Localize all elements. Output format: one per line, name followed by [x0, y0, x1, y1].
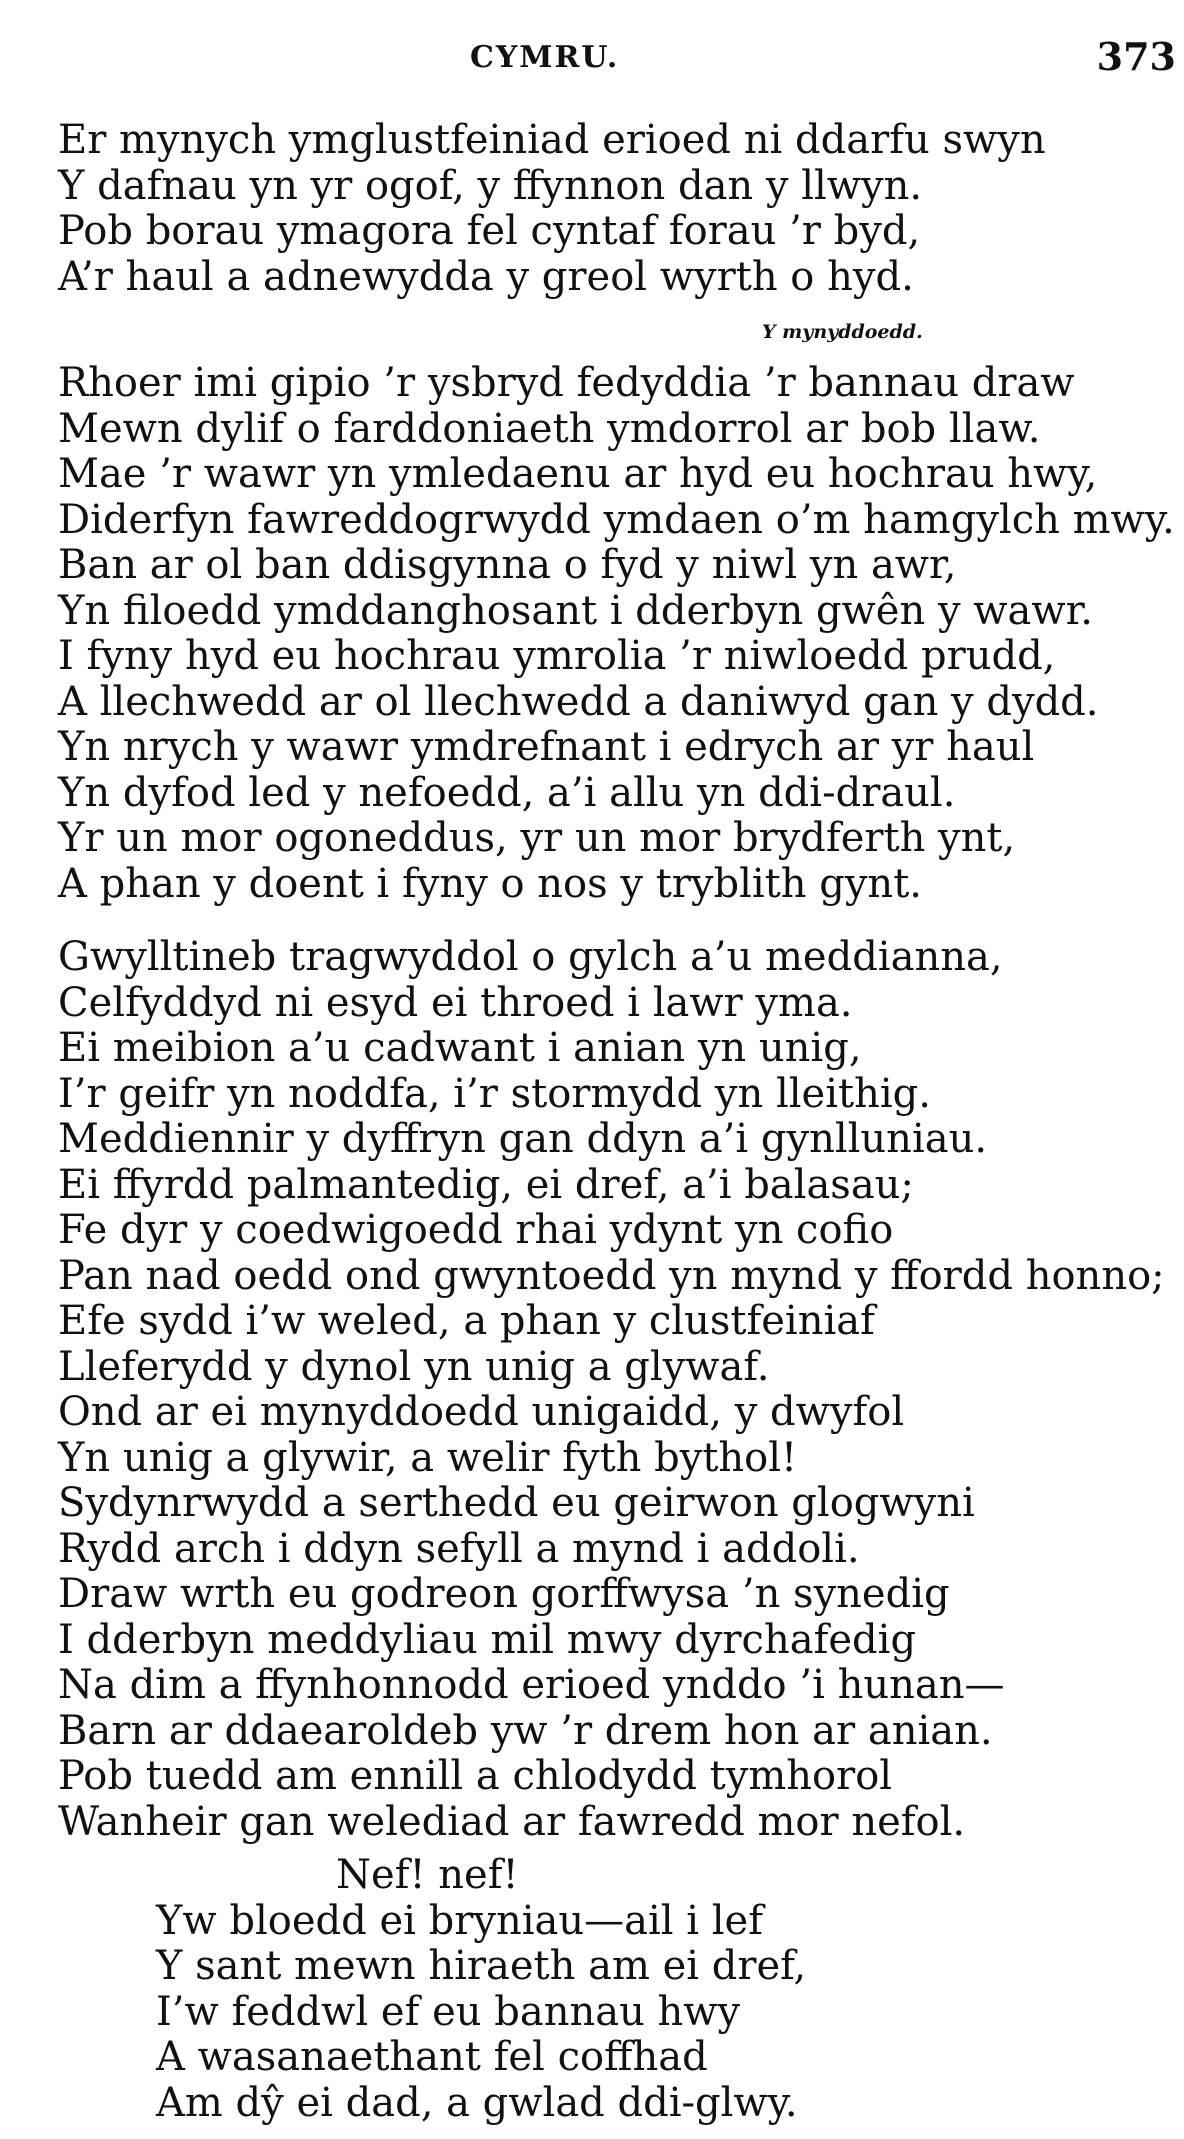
poem-stanza-1 — [58, 118, 1046, 300]
poem-line: Meddiennir y dyffryn gan ddyn a’i gynlluniau. — [58, 1116, 988, 1162]
poem-line: Er mynych ymglustfeiniad erioed ni ddarfu swyn — [58, 117, 1046, 163]
poem-line: A wasanaethant fel coffhad — [156, 2034, 708, 2080]
poem-line: Ond ar ei mynyddoedd unigaidd, y dwyfol — [58, 1389, 905, 1435]
poem-line: Fe dyr y coedwigoedd rhai ydynt yn cofio — [58, 1207, 894, 1253]
poem-line: Wanheir gan welediad ar fawredd mor nefol. — [58, 1798, 966, 1845]
poem-line: Rydd arch i ddyn sefyll a mynd i addoli. — [58, 1525, 860, 1572]
poem-line: Celfyddyd ni esyd ei throed i lawr yma. — [58, 979, 853, 1026]
poem-line: Ei ffyrdd palmantedig, ei dref, a’i balasau; — [58, 1161, 914, 1208]
poem-line: Rhoer imi gipio ’r ysbryd fedyddia ’r bannau draw — [58, 360, 1075, 406]
poem-line: Y sant mewn hiraeth am ei dref, — [156, 1943, 807, 1989]
poem-line: Yn filoedd ymddanghosant i dderbyn gwên y wawr. — [58, 587, 1094, 634]
poem-line: Pob borau ymagora fel cyntaf forau ’r byd, — [58, 208, 921, 254]
poem-line: Barn ar ddaearoldeb yw ’r drem hon ar anian. — [58, 1707, 993, 1754]
poem-line: Diderfyn fawreddogrwydd ymdaen o’m hamgylch mwy. — [58, 496, 1175, 543]
poem-line: Ban ar ol ban ddisgynna o fyd y niwl yn awr, — [58, 542, 957, 588]
poem-line: Pan nad oedd ond gwyntoedd yn mynd y ffordd honno; — [58, 1252, 1165, 1299]
poem-line: Mae ’r wawr yn ymledaenu ar hyd eu hochrau hwy, — [58, 451, 1098, 497]
poem-line: Draw wrth eu godreon gorffwysa ’n synedig — [58, 1571, 950, 1617]
poem-line: Mewn dylif o farddoniaeth ymdorrol ar bob llaw. — [58, 405, 1041, 452]
poem-line: I dderbyn meddyliau mil mwy dyrchafedig — [58, 1616, 917, 1663]
poem-stanza-3 — [58, 935, 1165, 1845]
poem-line: Ei meibion a’u cadwant i anian yn unig, — [58, 1025, 862, 1071]
poem-line: Yn dyfod led y nefoedd, a’i allu yn ddi-draul. — [58, 769, 956, 816]
poem-line: Yw bloedd ei bryniau—ail i lef — [156, 1897, 764, 1944]
poem-line: Nef! nef! — [336, 1852, 519, 1898]
poem-line: A’r haul a adnewydda y greol wyrth o hyd. — [58, 253, 914, 300]
poem-line: Gwylltineb tragwyddol o gylch a’u meddianna, — [58, 934, 1003, 980]
poem-line: Yr un mor ogoneddus, yr un mor brydferth ynt, — [58, 815, 1016, 861]
poem-line: Y dafnau yn yr ogof, y ffynnon dan y llwyn. — [58, 162, 923, 209]
poem-line: Lleferydd y dynol yn unig a glywaf. — [58, 1343, 770, 1390]
poem-line: A phan y doent i fyny o nos y tryblith gynt. — [58, 860, 922, 907]
poem-line: Pob tuedd am ennill a chlodydd tymhorol — [58, 1753, 893, 1799]
poem-stanza-2 — [58, 361, 1175, 907]
poem-line: Na dim a ffynhonnodd erioed ynddo ’i hunan— — [58, 1662, 1005, 1708]
poem-line: A llechwedd ar ol llechwedd a daniwyd gan y dydd. — [58, 678, 1099, 725]
poem-line: I fyny hyd eu hochrau ymrolia ’r niwloedd prudd, — [58, 633, 1056, 679]
poem-line: Yn nrych y wawr ymdrefnant i edrych ar yr haul — [58, 724, 1035, 770]
page-number: 373 — [1096, 34, 1176, 79]
poem-line: I’r geifr yn noddfa, i’r stormydd yn lleithig. — [58, 1070, 931, 1117]
poem-line: Am dŷ ei dad, a gwlad ddi-glwy. — [156, 2079, 798, 2126]
running-header-title: CYMRU. — [470, 40, 620, 75]
section-heading: Y mynyddoedd. — [762, 321, 923, 343]
poem-line: Sydynrwydd a serthedd eu geirwon glogwyni — [58, 1480, 975, 1526]
poem-line: I’w feddwl ef eu bannau hwy — [156, 1988, 741, 2035]
poem-line: Yn unig a glywir, a welir fyth bythol! — [58, 1434, 798, 1481]
poem-stanza-4 — [156, 1853, 806, 2126]
poem-line: Efe sydd i’w weled, a phan y clustfeiniaf — [58, 1298, 875, 1344]
